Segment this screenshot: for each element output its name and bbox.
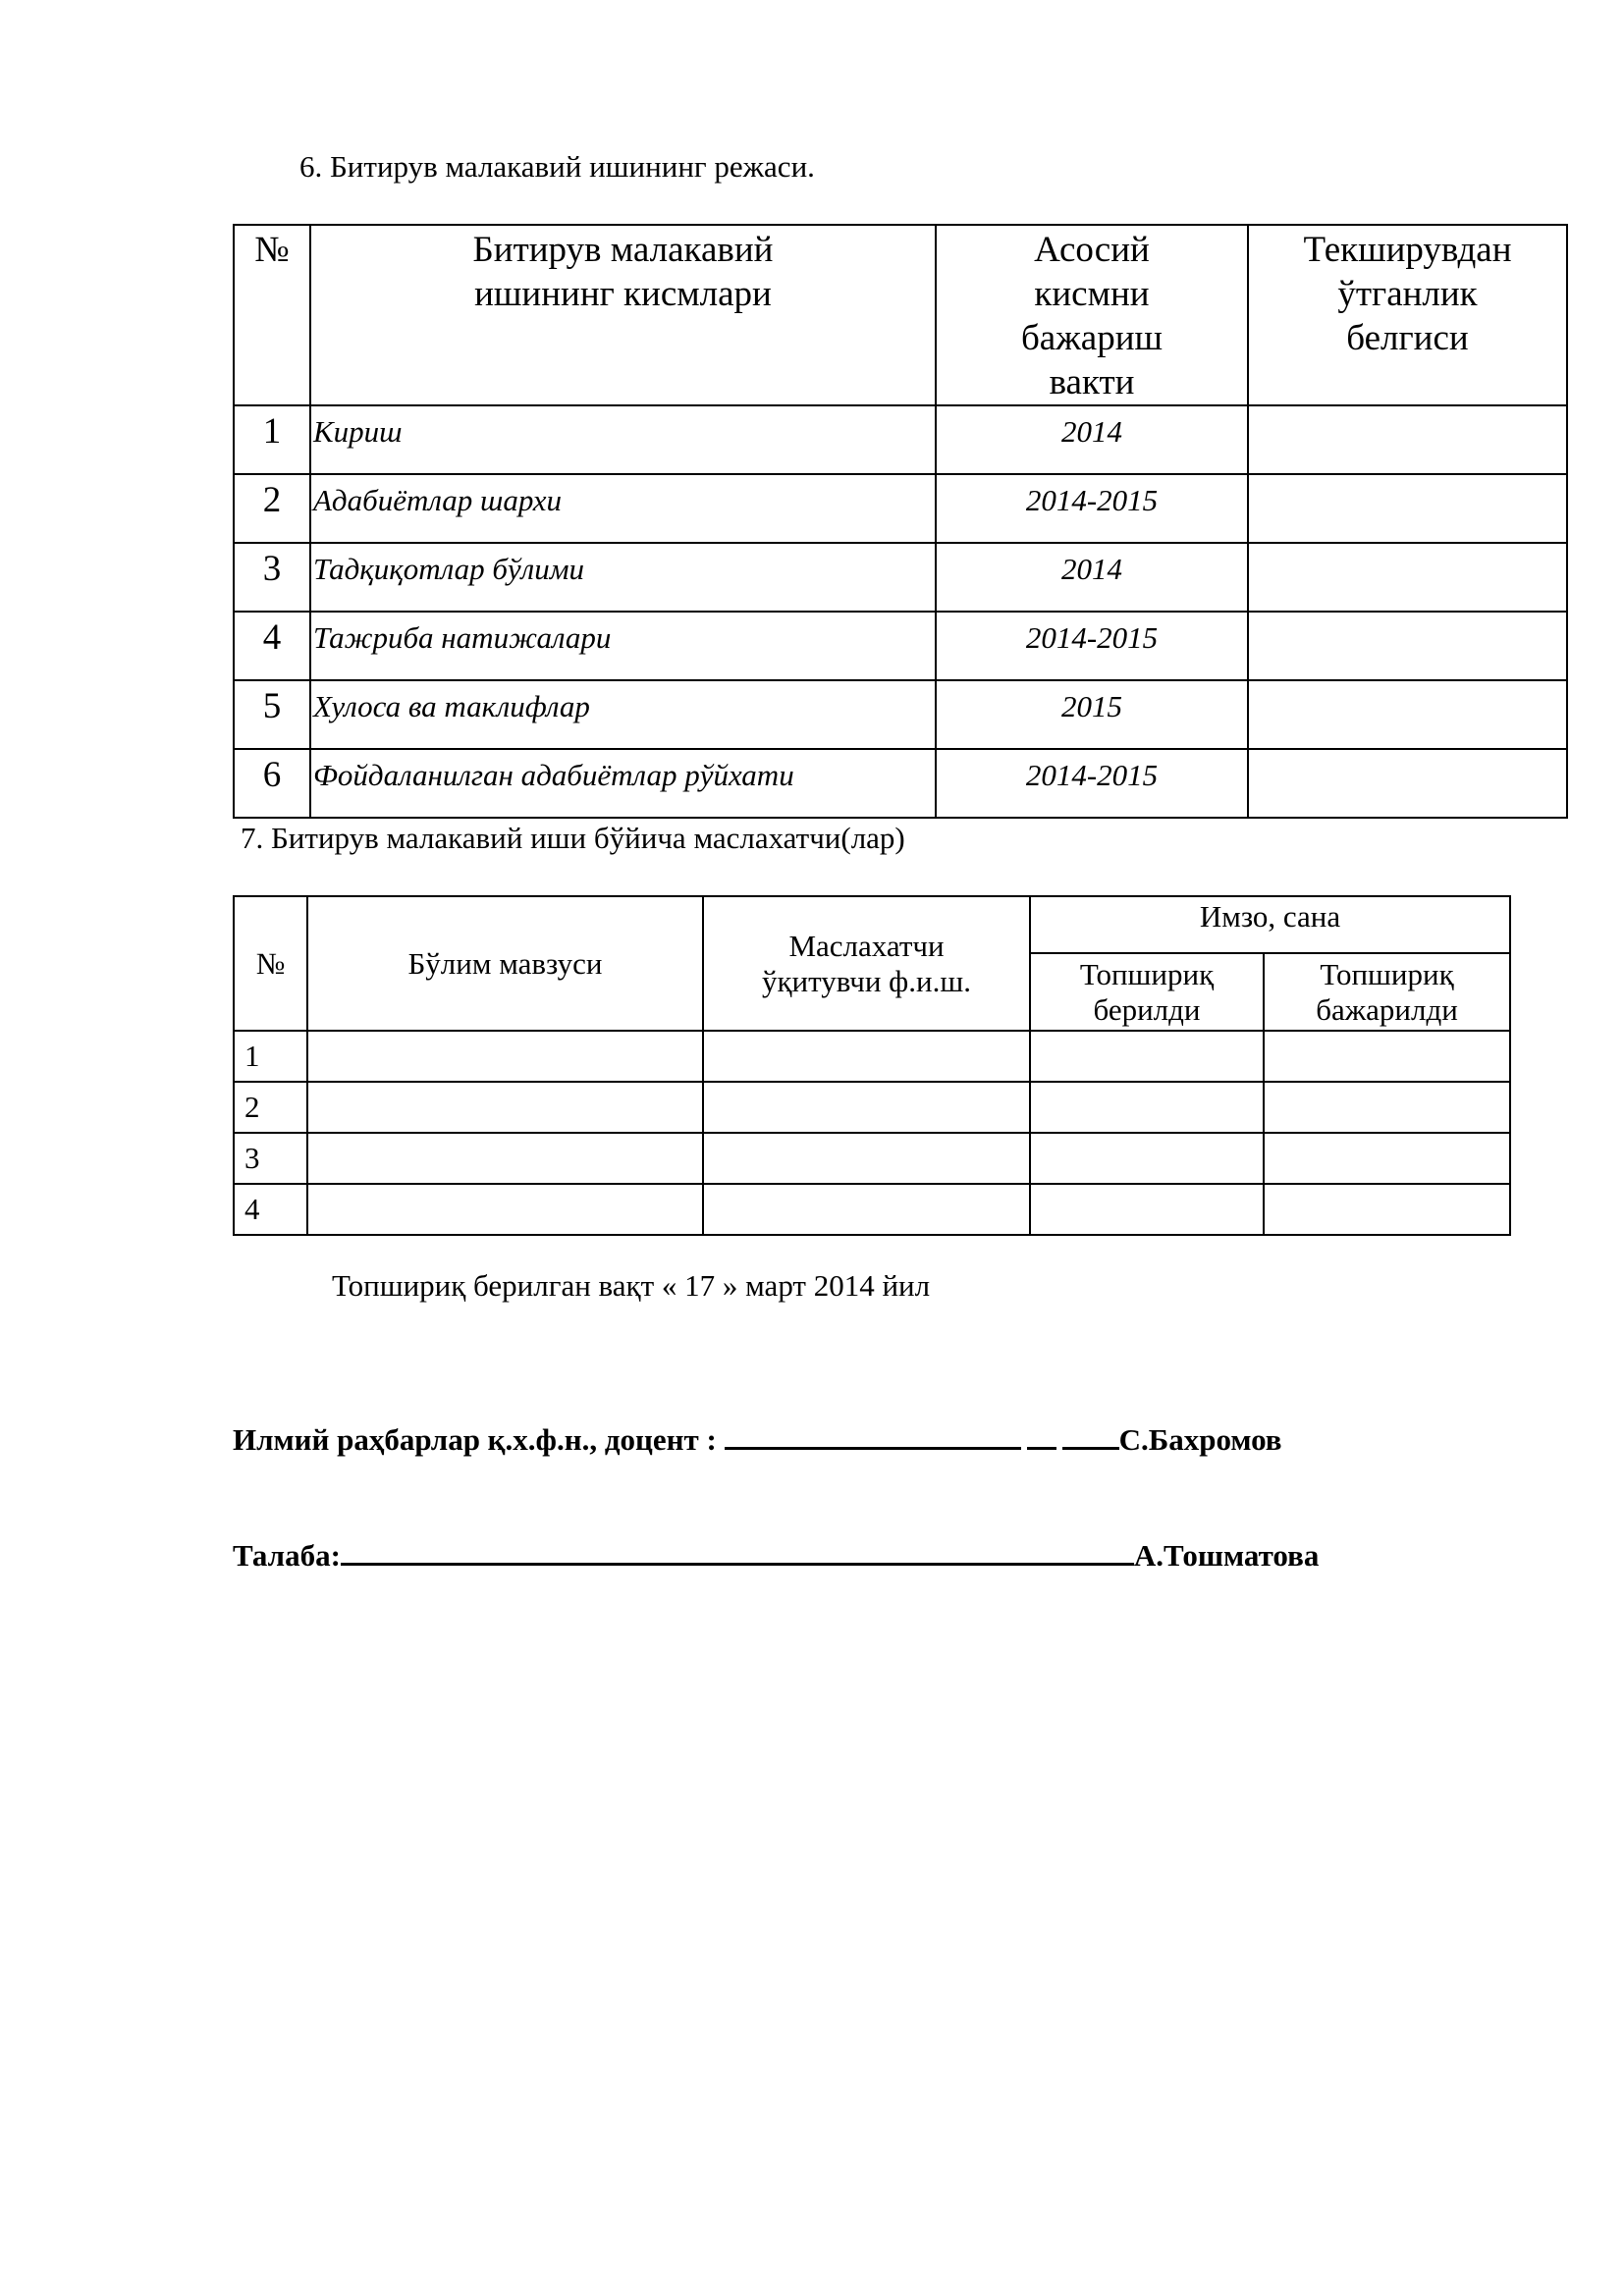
plan-table-header [234, 225, 1567, 405]
row-given[interactable] [1030, 1082, 1264, 1133]
row-check[interactable] [1248, 680, 1567, 749]
row-given[interactable] [1030, 1133, 1264, 1184]
supervisor-name: С.Бахромов [1118, 1422, 1282, 1457]
table-row [234, 1031, 1510, 1082]
consult-header-done: Топшириқ бажарилди [1264, 953, 1510, 1031]
consult-header-advisor: Маслахатчи ўқитувчи ф.и.ш. [703, 896, 1030, 1031]
plan-header-time: Асосий кисмни бажариш вакти [936, 225, 1248, 405]
table-row [234, 405, 1567, 474]
row-given[interactable] [1030, 1184, 1264, 1235]
row-time: 2015 [936, 680, 1248, 749]
section-6-title: 6. Битирув малакавий ишининг режаси. [299, 149, 815, 184]
row-time: 2014-2015 [936, 474, 1248, 543]
row-number: 2 [234, 474, 310, 543]
row-number: 1 [234, 1031, 307, 1082]
row-part: Кириш [310, 405, 936, 474]
row-topic[interactable] [307, 1184, 703, 1235]
row-advisor[interactable] [703, 1133, 1030, 1184]
signature-blank[interactable] [341, 1535, 1134, 1566]
row-check[interactable] [1248, 405, 1567, 474]
row-part: Фойдаланилган адабиётлар рўйхати [310, 749, 936, 818]
student-name: А.Тошматова [1133, 1538, 1320, 1573]
row-topic[interactable] [307, 1031, 703, 1082]
table-row [234, 1184, 1510, 1235]
row-number: 6 [234, 749, 310, 818]
plan-table [233, 224, 1568, 819]
consult-header-num: № [234, 896, 307, 1031]
row-check[interactable] [1248, 474, 1567, 543]
row-number: 3 [234, 1133, 307, 1184]
row-done[interactable] [1264, 1184, 1510, 1235]
row-number: 5 [234, 680, 310, 749]
row-check[interactable] [1248, 749, 1567, 818]
row-done[interactable] [1264, 1133, 1510, 1184]
signature-blank[interactable] [725, 1419, 1021, 1450]
consult-header-given: Топшириқ берилди [1030, 953, 1264, 1031]
plan-header-parts: Битирув малакавий ишининг кисмлари [310, 225, 936, 405]
row-time: 2014 [936, 405, 1248, 474]
supervisor-signature-line [233, 1419, 1282, 1458]
row-number: 1 [234, 405, 310, 474]
row-done[interactable] [1264, 1031, 1510, 1082]
row-part: Адабиётлар шархи [310, 474, 936, 543]
student-signature-line [233, 1535, 1319, 1574]
row-number: 4 [234, 612, 310, 680]
row-topic[interactable] [307, 1133, 703, 1184]
table-row [234, 474, 1567, 543]
supervisor-label: Илмий раҳбарлар қ.х.ф.н., доцент : [233, 1422, 725, 1457]
table-row [234, 543, 1567, 612]
consult-header-sign-date: Имзо, сана [1030, 896, 1510, 953]
row-time: 2014-2015 [936, 749, 1248, 818]
row-check[interactable] [1248, 612, 1567, 680]
consult-table [233, 895, 1511, 1236]
section-7-title: 7. Битирув малакавий иши бўйича маслахатчи(лар) [241, 821, 905, 855]
assignment-date: Топшириқ берилган вақт « 17 » март 2014 йил [332, 1268, 931, 1303]
signature-blank[interactable] [1062, 1419, 1119, 1450]
row-time: 2014-2015 [936, 612, 1248, 680]
row-check[interactable] [1248, 543, 1567, 612]
row-time: 2014 [936, 543, 1248, 612]
row-advisor[interactable] [703, 1031, 1030, 1082]
row-done[interactable] [1264, 1082, 1510, 1133]
table-row [234, 1082, 1510, 1133]
table-row [234, 680, 1567, 749]
consult-table-header [234, 896, 1510, 953]
consult-header-topic: Бўлим мавзуси [307, 896, 703, 1031]
row-given[interactable] [1030, 1031, 1264, 1082]
row-part: Тажриба натижалари [310, 612, 936, 680]
row-part: Хулоса ва таклифлар [310, 680, 936, 749]
row-number: 3 [234, 543, 310, 612]
row-number: 2 [234, 1082, 307, 1133]
table-row [234, 1133, 1510, 1184]
table-row [234, 749, 1567, 818]
row-number: 4 [234, 1184, 307, 1235]
row-part: Тадқиқотлар бўлими [310, 543, 936, 612]
plan-header-num: № [234, 225, 310, 405]
row-advisor[interactable] [703, 1184, 1030, 1235]
student-label: Талаба: [233, 1538, 341, 1573]
table-row [234, 612, 1567, 680]
row-advisor[interactable] [703, 1082, 1030, 1133]
signature-blank[interactable] [1027, 1419, 1056, 1450]
row-topic[interactable] [307, 1082, 703, 1133]
plan-header-check: Текширувдан ўтганлик белгиси [1248, 225, 1567, 405]
